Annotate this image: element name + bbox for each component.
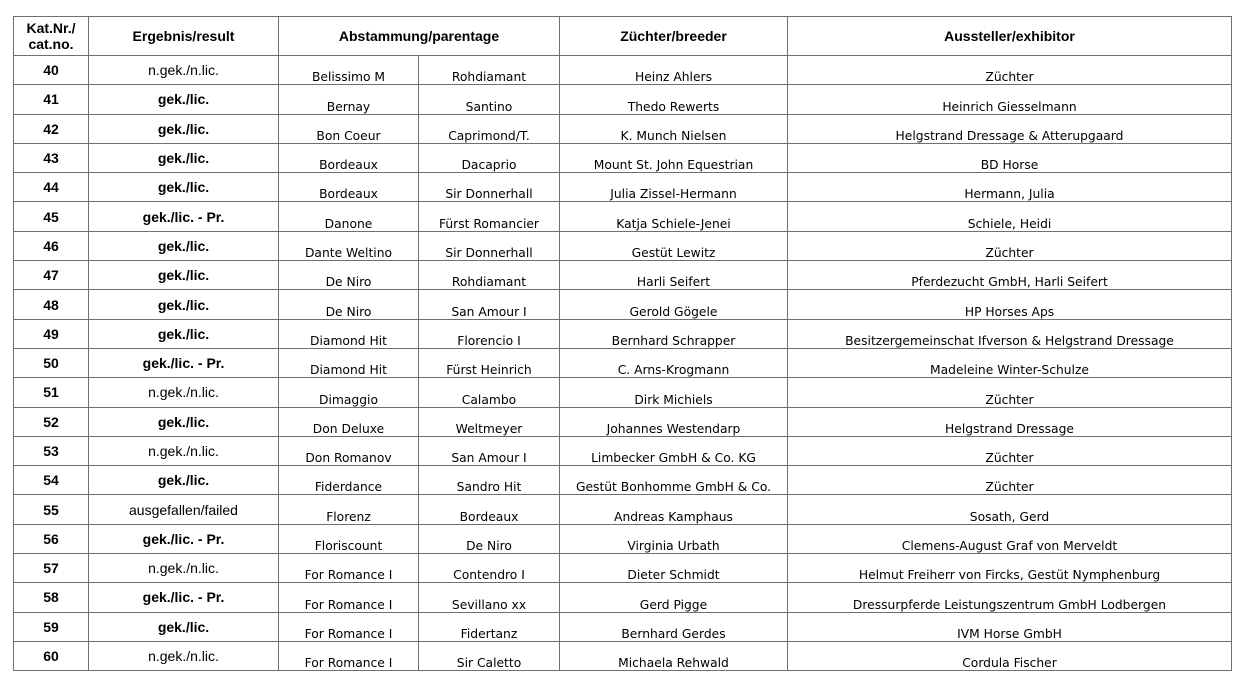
result-cell: gek./lic. — [89, 407, 279, 436]
sire-cell: Bordeaux — [279, 143, 419, 172]
result-cell: n.gek./n.lic. — [89, 436, 279, 465]
table-row — [14, 261, 1232, 290]
header-parentage: Abstammung/parentage — [279, 17, 560, 56]
table-row — [14, 231, 1232, 260]
table-row — [14, 583, 1232, 612]
breeder-cell: Julia Zissel-Hermann — [560, 173, 788, 202]
result-cell: gek./lic. — [89, 85, 279, 114]
cat-number: 46 — [14, 231, 89, 260]
exhibitor-cell: Züchter — [788, 378, 1232, 407]
sire-cell: Danone — [279, 202, 419, 231]
dam-cell: Caprimond/T. — [419, 114, 560, 143]
result-cell: gek./lic. — [89, 612, 279, 641]
cat-number: 42 — [14, 114, 89, 143]
dam-cell: Sandro Hit — [419, 466, 560, 495]
breeder-cell: Dirk Michiels — [560, 378, 788, 407]
cat-number: 41 — [14, 85, 89, 114]
exhibitor-cell: Clemens-August Graf von Merveldt — [788, 524, 1232, 553]
sire-cell: For Romance I — [279, 612, 419, 641]
dam-cell: Rohdiamant — [419, 56, 560, 85]
sire-cell: Florenz — [279, 495, 419, 524]
result-cell: gek./lic. — [89, 143, 279, 172]
cat-number: 51 — [14, 378, 89, 407]
sire-cell: Floriscount — [279, 524, 419, 553]
cat-number: 40 — [14, 56, 89, 85]
cat-number: 47 — [14, 261, 89, 290]
dam-cell: Bordeaux — [419, 495, 560, 524]
result-cell: gek./lic. — [89, 466, 279, 495]
dam-cell: Rohdiamant — [419, 261, 560, 290]
table-row — [14, 554, 1232, 583]
exhibitor-cell: Züchter — [788, 231, 1232, 260]
exhibitor-cell: Madeleine Winter-Schulze — [788, 348, 1232, 377]
table-row — [14, 524, 1232, 553]
cat-number: 50 — [14, 348, 89, 377]
table-row — [14, 378, 1232, 407]
cat-number: 43 — [14, 143, 89, 172]
exhibitor-cell: Besitzergemeinschat Ifverson & Helgstrand Dressage — [788, 319, 1232, 348]
breeder-cell: Gestüt Bonhomme GmbH & Co. — [560, 466, 788, 495]
breeder-cell: Katja Schiele-Jenei — [560, 202, 788, 231]
sire-cell: Fiderdance — [279, 466, 419, 495]
result-cell: n.gek./n.lic. — [89, 378, 279, 407]
table-row — [14, 319, 1232, 348]
cat-number: 53 — [14, 436, 89, 465]
sire-cell: Bernay — [279, 85, 419, 114]
breeder-cell: Johannes Westendarp — [560, 407, 788, 436]
table-row — [14, 495, 1232, 524]
results-table — [13, 16, 1232, 671]
header-exhibitor: Aussteller/exhibitor — [788, 17, 1232, 56]
breeder-cell: K. Munch Nielsen — [560, 114, 788, 143]
table-row — [14, 173, 1232, 202]
exhibitor-cell: IVM Horse GmbH — [788, 612, 1232, 641]
table-header — [14, 17, 1232, 56]
table-row — [14, 466, 1232, 495]
table-row — [14, 436, 1232, 465]
sire-cell: Bon Coeur — [279, 114, 419, 143]
dam-cell: Sevillano xx — [419, 583, 560, 612]
result-cell: gek./lic. — [89, 319, 279, 348]
exhibitor-cell: Helmut Freiherr von Fircks, Gestüt Nymphenburg — [788, 554, 1232, 583]
table-row — [14, 290, 1232, 319]
sire-cell: Don Romanov — [279, 436, 419, 465]
dam-cell: Sir Caletto — [419, 641, 560, 670]
cat-number: 57 — [14, 554, 89, 583]
dam-cell: De Niro — [419, 524, 560, 553]
table-body — [14, 56, 1232, 671]
result-cell: gek./lic. — [89, 114, 279, 143]
cat-number: 48 — [14, 290, 89, 319]
sire-cell: Dante Weltino — [279, 231, 419, 260]
breeder-cell: Gerd Pigge — [560, 583, 788, 612]
breeder-cell: C. Arns-Krogmann — [560, 348, 788, 377]
breeder-cell: Bernhard Schrapper — [560, 319, 788, 348]
dam-cell: Santino — [419, 85, 560, 114]
cat-number: 60 — [14, 641, 89, 670]
table-row — [14, 56, 1232, 85]
result-cell: gek./lic. — [89, 173, 279, 202]
sire-cell: Don Deluxe — [279, 407, 419, 436]
result-cell: gek./lic. - Pr. — [89, 348, 279, 377]
exhibitor-cell: Hermann, Julia — [788, 173, 1232, 202]
result-cell: gek./lic. — [89, 231, 279, 260]
sire-cell: Diamond Hit — [279, 348, 419, 377]
dam-cell: Weltmeyer — [419, 407, 560, 436]
exhibitor-cell: Helgstrand Dressage & Atterupgaard — [788, 114, 1232, 143]
result-cell: gek./lic. — [89, 290, 279, 319]
header-breeder: Züchter/breeder — [560, 17, 788, 56]
result-cell: gek./lic. - Pr. — [89, 583, 279, 612]
sire-cell: For Romance I — [279, 583, 419, 612]
breeder-cell: Gestüt Lewitz — [560, 231, 788, 260]
dam-cell: Fidertanz — [419, 612, 560, 641]
dam-cell: Dacaprio — [419, 143, 560, 172]
sire-cell: De Niro — [279, 290, 419, 319]
exhibitor-cell: HP Horses Aps — [788, 290, 1232, 319]
table-row — [14, 407, 1232, 436]
sire-cell: For Romance I — [279, 641, 419, 670]
cat-number: 54 — [14, 466, 89, 495]
dam-cell: Fürst Heinrich — [419, 348, 560, 377]
cat-number: 59 — [14, 612, 89, 641]
sire-cell: For Romance I — [279, 554, 419, 583]
breeder-cell: Dieter Schmidt — [560, 554, 788, 583]
exhibitor-cell: Pferdezucht GmbH, Harli Seifert — [788, 261, 1232, 290]
exhibitor-cell: BD Horse — [788, 143, 1232, 172]
sire-cell: Diamond Hit — [279, 319, 419, 348]
sire-cell: De Niro — [279, 261, 419, 290]
header-catno: Kat.Nr./ cat.no. — [14, 17, 89, 56]
dam-cell: Florencio I — [419, 319, 560, 348]
cat-number: 45 — [14, 202, 89, 231]
table-row — [14, 348, 1232, 377]
breeder-cell: Gerold Gögele — [560, 290, 788, 319]
dam-cell: San Amour I — [419, 290, 560, 319]
cat-number: 58 — [14, 583, 89, 612]
result-cell: gek./lic. - Pr. — [89, 524, 279, 553]
exhibitor-cell: Heinrich Giesselmann — [788, 85, 1232, 114]
breeder-cell: Bernhard Gerdes — [560, 612, 788, 641]
breeder-cell: Harli Seifert — [560, 261, 788, 290]
dam-cell: Sir Donnerhall — [419, 231, 560, 260]
dam-cell: Contendro I — [419, 554, 560, 583]
breeder-cell: Andreas Kamphaus — [560, 495, 788, 524]
result-cell: gek./lic. - Pr. — [89, 202, 279, 231]
table-row — [14, 85, 1232, 114]
breeder-cell: Limbecker GmbH & Co. KG — [560, 436, 788, 465]
breeder-cell: Heinz Ahlers — [560, 56, 788, 85]
table-row — [14, 114, 1232, 143]
breeder-cell: Virginia Urbath — [560, 524, 788, 553]
table-row — [14, 202, 1232, 231]
exhibitor-cell: Cordula Fischer — [788, 641, 1232, 670]
cat-number: 49 — [14, 319, 89, 348]
table-row — [14, 612, 1232, 641]
header-result: Ergebnis/result — [89, 17, 279, 56]
sire-cell: Belissimo M — [279, 56, 419, 85]
exhibitor-cell: Züchter — [788, 56, 1232, 85]
result-cell: n.gek./n.lic. — [89, 554, 279, 583]
breeder-cell: Thedo Rewerts — [560, 85, 788, 114]
result-cell: n.gek./n.lic. — [89, 641, 279, 670]
result-cell: ausgefallen/failed — [89, 495, 279, 524]
exhibitor-cell: Züchter — [788, 436, 1232, 465]
table-row — [14, 143, 1232, 172]
exhibitor-cell: Züchter — [788, 466, 1232, 495]
dam-cell: Fürst Romancier — [419, 202, 560, 231]
dam-cell: Sir Donnerhall — [419, 173, 560, 202]
result-cell: gek./lic. — [89, 261, 279, 290]
sire-cell: Dimaggio — [279, 378, 419, 407]
result-cell: n.gek./n.lic. — [89, 56, 279, 85]
cat-number: 55 — [14, 495, 89, 524]
exhibitor-cell: Sosath, Gerd — [788, 495, 1232, 524]
sire-cell: Bordeaux — [279, 173, 419, 202]
dam-cell: Calambo — [419, 378, 560, 407]
cat-number: 56 — [14, 524, 89, 553]
cat-number: 52 — [14, 407, 89, 436]
cat-number: 44 — [14, 173, 89, 202]
exhibitor-cell: Schiele, Heidi — [788, 202, 1232, 231]
header-row — [14, 17, 1232, 56]
dam-cell: San Amour I — [419, 436, 560, 465]
breeder-cell: Michaela Rehwald — [560, 641, 788, 670]
breeder-cell: Mount St. John Equestrian — [560, 143, 788, 172]
exhibitor-cell: Dressurpferde Leistungszentrum GmbH Lodbergen — [788, 583, 1232, 612]
table-row — [14, 641, 1232, 670]
exhibitor-cell: Helgstrand Dressage — [788, 407, 1232, 436]
